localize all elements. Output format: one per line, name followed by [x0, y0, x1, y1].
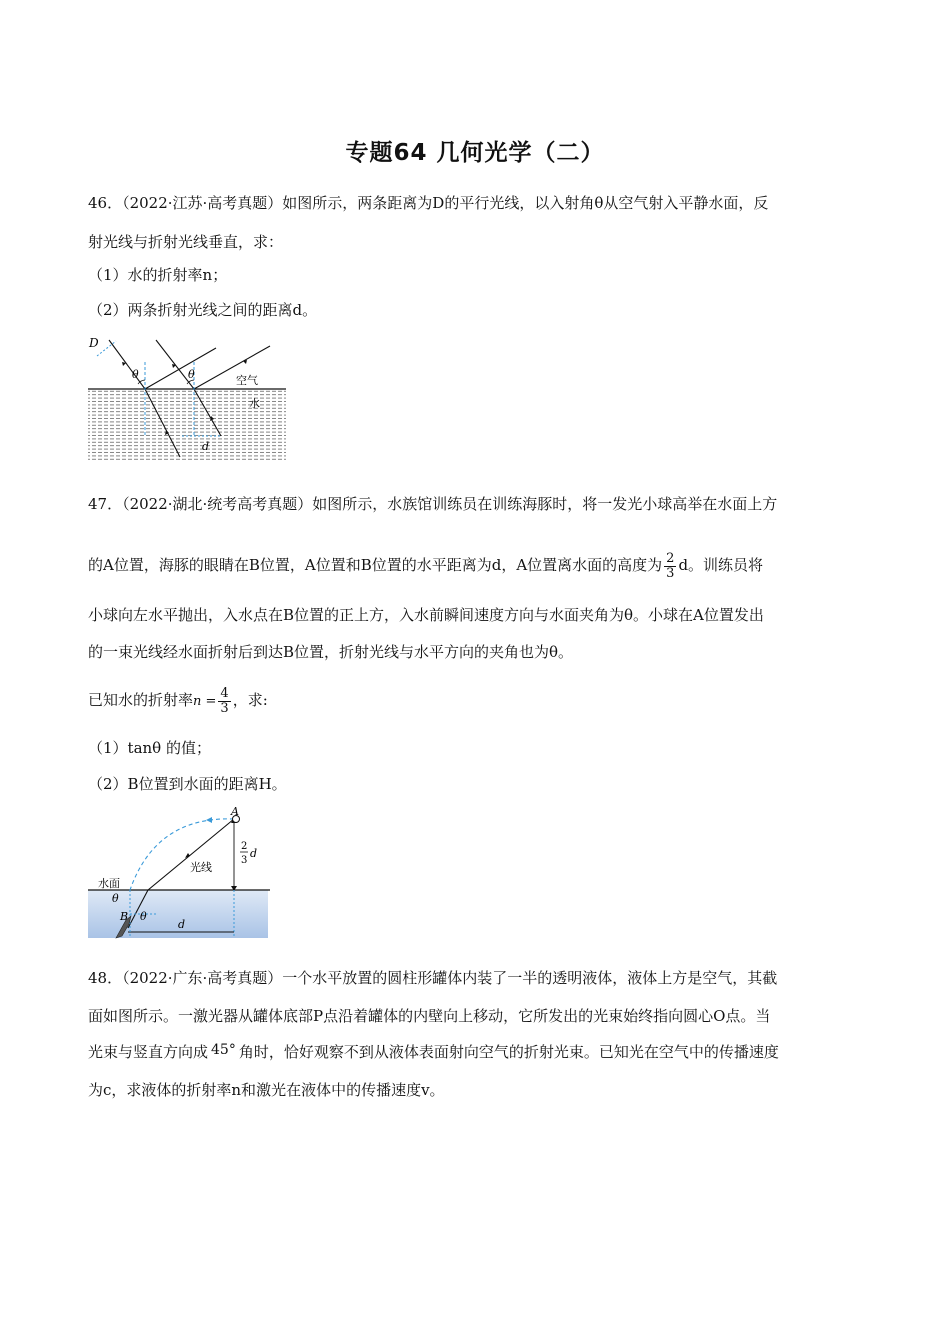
trajectory-curve	[130, 819, 234, 890]
q46-line-1: 46．（2022·江苏·高考真题）如图所示，两条距离为D的平行光线，以入射角θ从空气射入平静水面，反	[88, 194, 769, 212]
q47-line-5-text: 已知水的折射率	[88, 691, 194, 709]
label-A: A	[231, 806, 239, 818]
q46-part-1: （1）水的折射率n；	[88, 266, 228, 284]
distance-D-marker	[97, 341, 116, 356]
label-air: 空气	[236, 374, 258, 387]
q47-part-2: （2）B位置到水面的距离H。	[88, 775, 287, 793]
label-theta-2: θ	[140, 910, 147, 923]
q48-line-3-text: 光束与竖直方向成	[88, 1043, 209, 1061]
q46-part-2: （2）两条折射光线之间的距离d。	[88, 301, 318, 319]
fraction-numerator: 4	[220, 685, 229, 701]
label-B: B	[120, 910, 129, 923]
q47-part-1: （1）tanθ 的值；	[88, 739, 211, 757]
light-ray-air	[148, 819, 234, 890]
q47-line-3: 小球向左水平抛出，入水点在B位置的正上方，入水前瞬间速度方向与水面夹角为θ。小球在A位置发出	[88, 606, 764, 624]
height-fraction	[664, 552, 676, 581]
q48-line-3	[88, 1042, 779, 1063]
fraction-denominator: 3	[220, 700, 229, 716]
label-d: d	[178, 918, 186, 931]
q47-line-5	[88, 680, 268, 722]
angle-value: 45°	[211, 1042, 236, 1058]
label-height-d: d	[250, 847, 258, 860]
q47-line-2-tail: d。训练员将	[678, 556, 764, 574]
n-equals: n =	[193, 694, 217, 709]
label-theta-2: θ	[188, 368, 195, 381]
q48-line-1: 48．（2022·广东·高考真题）一个水平放置的圆柱形罐体内装了一半的透明液体，液体上方是空气，其截	[88, 969, 778, 987]
q47-line-1: 47．（2022·湖北·统考高考真题）如图所示，水族馆训练员在训练海豚时，将一发光小球高举在水面上方	[88, 495, 778, 513]
q48-line-3-tail: 角时，恰好观察不到从液体表面射向空气的折射光束。已知光在空气中的传播速度	[238, 1043, 779, 1061]
q47-figure	[86, 806, 272, 942]
q47-line-5-tail: ，求:	[232, 691, 268, 709]
q46-figure	[86, 332, 288, 462]
q46-line-2: 射光线与折射光线垂直，求：	[88, 233, 284, 251]
label-theta-1: θ	[132, 368, 139, 381]
label-D: D	[89, 336, 99, 350]
q47-line-4: 的一束光线经水面折射后到达B位置，折射光线与水平方向的夹角也为θ。	[88, 643, 574, 661]
label-height-den: 3	[241, 855, 248, 866]
q47-line-2	[88, 548, 763, 582]
label-height-num: 2	[241, 841, 248, 852]
reflected-ray-2	[194, 346, 270, 389]
fraction-numerator: 2	[666, 550, 675, 566]
q47-line-2-text: 的A位置，海豚的眼睛在B位置，A位置和B位置的水平距离为d，A位置离水面的高度为	[88, 556, 663, 574]
page-title: 专题64 几何光学（二）	[345, 140, 605, 166]
label-d: d	[202, 440, 210, 453]
refractive-index-fraction	[218, 687, 230, 716]
arrow-icon	[206, 817, 212, 823]
label-theta-1: θ	[112, 892, 119, 905]
fraction-denominator: 3	[666, 565, 675, 581]
q48-line-2: 面如图所示。一激光器从罐体底部P点沿着罐体的内壁向上移动，它所发出的光束始终指向圆心O点。当	[88, 1007, 771, 1025]
label-water: 水	[249, 397, 260, 410]
label-surface: 水面	[98, 877, 120, 890]
q48-line-4: 为c，求液体的折射率n和激光在液体中的传播速度v。	[88, 1081, 445, 1099]
label-light: 光线	[190, 861, 212, 874]
